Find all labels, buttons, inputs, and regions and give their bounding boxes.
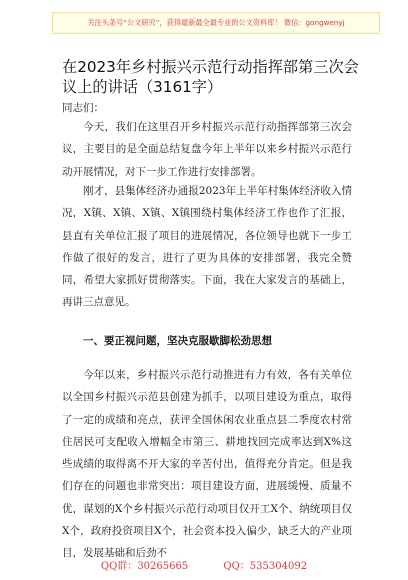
document-title: 在2023年乡村振兴示范行动指挥部第三次会议上的讲话（3161字） [62,58,359,96]
footer-contact [0,557,408,572]
paragraph-problems: 今年以来，乡村振兴示范行动推进有力有效，各有关单位以全国乡村振兴示范县创建为抓手，以项目建设为重点，取得了一定的成绩和亮点，获评全国休闲农业重点县二季度农村常住居民可支配收入增幅全市第三、耕地找回完成率达到X%这些成绩的取得离不开大家的辛苦付出，值得充分肯定。但是我们存在的问题也非常突出：项目建设方面，进展缓慢、质量不优，谋划的X个乡村振兴示范行动项目仅开工X个、纳统项目仅X个，政府投资项目X个，社会资本投入偏少，缺乏大的产业项目，发展基础和后劲不 [62,369,352,560]
footer-qq: QQ：535304092 [223,561,308,572]
footer-qq-group: QQ群：30265665 [100,561,189,572]
paragraph-intro: 今天，我们在这里召开乡村振兴示范行动指挥部第三次会议，主要目的是全面总结复盘今年上半年以来乡村振兴示范行动开展情况，对下一步工作进行安排部署。 [62,121,352,178]
section-heading: 一、要正视问题，坚决克服歇脚松劲思想 [83,335,272,347]
paragraph-summary: 刚才，县集体经济办通报2023年上半年村集体经济收入情况，X镇、X镇、X镇、X镇围绕村集体经济工作也作了汇报，县直有关单位汇报了项目的进展情况，各位领导也就下一步工作做了很好的发言，进行了更为具体的安排部署，我完全赞同，希望大家抓好贯彻落实。下面，我在大家发言的基础上，再讲三点意见。 [62,185,352,309]
salutation: 同志们： [62,102,104,114]
top-banner: 关注头条号“公文研究”，获得最新最全最专业的公文资料库！ 微信：gongwenyj [52,12,380,34]
